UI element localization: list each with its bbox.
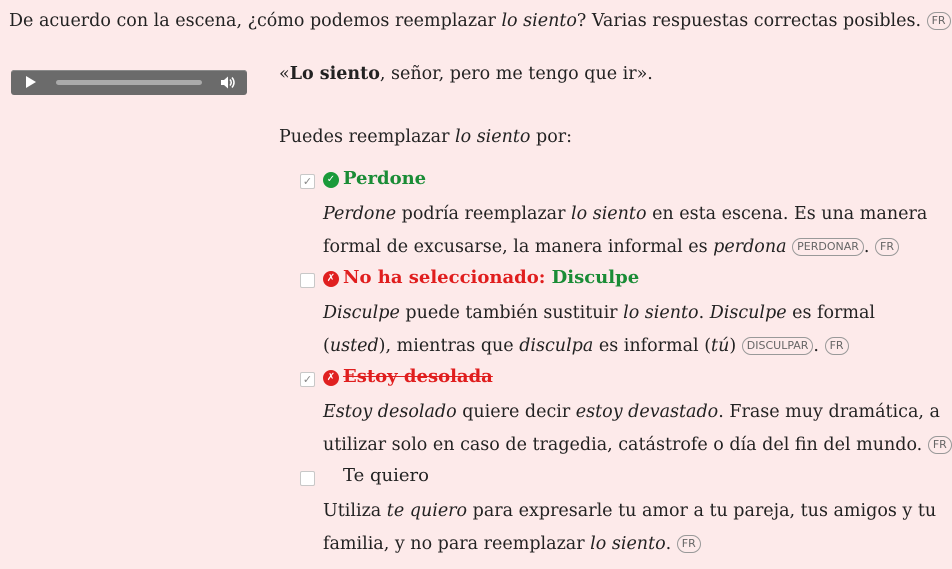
option-title xyxy=(343,462,429,490)
option-explanation: Perdone podría reemplazar lo siento en esta escena. Es una manera formal de excusarse, la manera informal es perdona PERDONAR . FR xyxy=(323,204,928,257)
scene-quote xyxy=(279,60,653,88)
option-checkbox[interactable] xyxy=(300,273,315,288)
option-title xyxy=(323,165,426,193)
intro-italic: lo siento xyxy=(455,127,531,147)
intro-after: por: xyxy=(530,127,573,147)
translate-fr-button[interactable]: FR xyxy=(825,337,849,355)
quote-bold: Lo siento xyxy=(289,64,380,84)
options-intro xyxy=(279,123,572,151)
option-checkbox[interactable] xyxy=(300,471,315,486)
translate-fr-button[interactable]: FR xyxy=(927,12,951,30)
verb-tag-perdonar[interactable]: PERDONAR xyxy=(792,238,864,256)
question-before: De acuerdo con la escena, ¿cómo podemos reemplazar xyxy=(9,11,502,31)
option-explanation: Estoy desolado quiere decir estoy devastado. Frase muy dramática, a utilizar solo en caso de tragedia, catástrofe o día del fin del mundo. FR xyxy=(323,396,863,462)
option-title xyxy=(323,264,639,292)
option-title xyxy=(323,363,493,391)
question-after: ? Varias respuestas correctas posibles. xyxy=(576,11,922,31)
question-italic: lo siento xyxy=(501,11,577,31)
audio-progress-track[interactable] xyxy=(56,80,202,85)
option-checkbox[interactable]: ✓ xyxy=(300,372,315,387)
intro-before: Puedes reemplazar xyxy=(279,127,455,147)
volume-icon[interactable] xyxy=(219,75,237,90)
translate-fr-button[interactable]: FR xyxy=(928,436,952,454)
missed-prefix: No ha seleccionado: xyxy=(343,267,552,288)
x-circle-icon: ✗ xyxy=(323,370,339,386)
play-icon[interactable] xyxy=(26,76,36,88)
translate-fr-button[interactable]: FR xyxy=(875,238,899,256)
option-label: Te quiero xyxy=(343,465,429,486)
option-label: Estoy desolada xyxy=(343,366,493,387)
x-circle-icon: ✗ xyxy=(323,271,339,287)
option-label: Disculpe xyxy=(551,267,640,288)
option-checkbox[interactable]: ✓ xyxy=(300,174,315,189)
verb-tag-disculpar[interactable]: DISCULPAR xyxy=(742,337,814,355)
translate-fr-button[interactable]: FR xyxy=(677,535,701,553)
question-text xyxy=(9,7,946,35)
option-label: Perdone xyxy=(343,168,427,189)
check-circle-icon: ✓ xyxy=(323,172,339,188)
option-explanation: Utiliza te quiero para expresarle tu amor a tu pareja, tus amigos y tu familia, y no para reemplazar lo siento. FR xyxy=(323,501,937,554)
quote-rest: , señor, pero me tengo que ir». xyxy=(379,64,653,84)
quote-open: « xyxy=(279,64,290,84)
audio-player[interactable] xyxy=(11,70,247,95)
option-explanation: Disculpe puede también sustituir lo siento. Disculpe es formal (usted), mientras que disculpa es informal (tú) DISCULPAR . FR xyxy=(323,303,876,356)
